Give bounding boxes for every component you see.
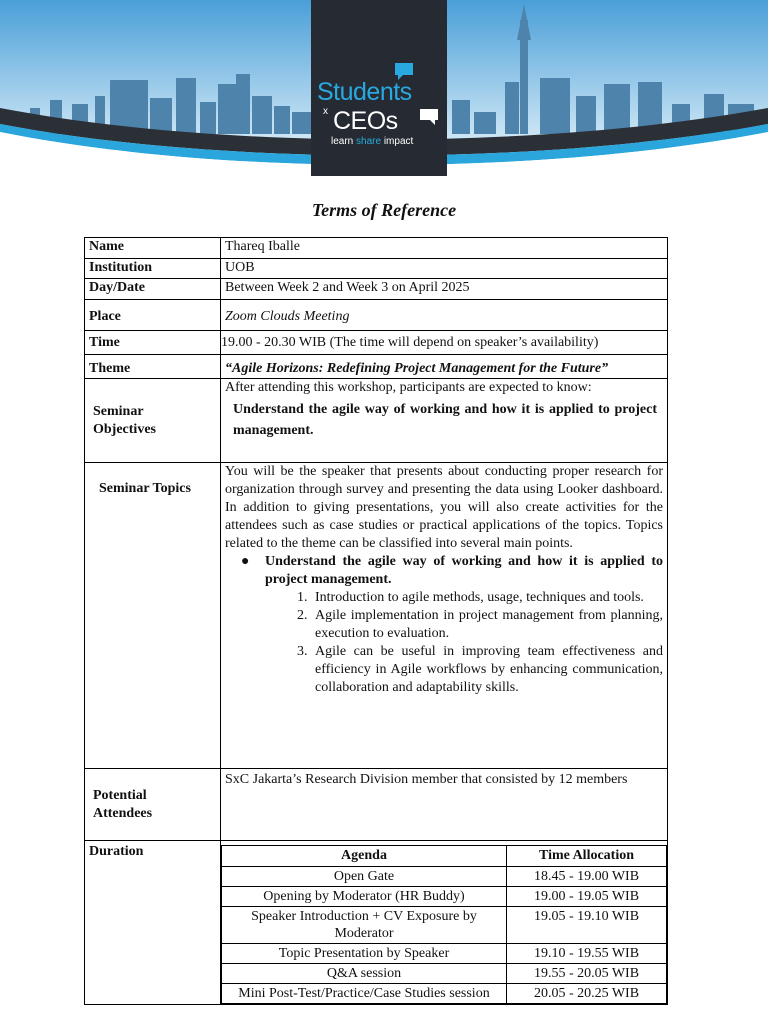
- value-institution: UOB: [221, 259, 668, 279]
- table-row: [222, 887, 667, 907]
- topics-sublist: [225, 589, 663, 697]
- value-place: Zoom Clouds Meeting: [221, 300, 668, 331]
- value-objectives: [221, 379, 668, 463]
- label-objectives-line2: Objectives: [93, 421, 156, 437]
- document-title: Terms of Reference: [311, 200, 457, 220]
- label-attendees-line1: Potential: [93, 787, 147, 803]
- label-duration: Duration: [85, 841, 221, 1005]
- value-daydate: Between Week 2 and Week 3 on April 2025: [221, 279, 668, 300]
- value-name: Thareq Iballe: [221, 238, 668, 259]
- agenda-time: 19.05 - 19.10 WIB: [507, 907, 667, 944]
- table-row: [222, 944, 667, 964]
- topics-intro: You will be the speaker that presents about conducting proper research for organization through survey and presenting the data using Looker dashboard. In addition to giving presentations, you will also create activities for the attendees such as case studies or practical applications of the topics. Topics related to the theme can be classified into several main points.: [225, 464, 663, 551]
- label-topics: Seminar Topics: [85, 463, 221, 769]
- value-theme: “Agile Horizons: Redefining Project Management for the Future”: [221, 355, 668, 379]
- header-banner: [0, 0, 768, 180]
- agenda-header-time: Time Allocation: [507, 846, 667, 867]
- objectives-intro: After attending this workshop, participants are expected to know:: [225, 380, 592, 395]
- table-row: [222, 984, 667, 1004]
- label-time: Time: [85, 331, 221, 355]
- value-topics: [221, 463, 668, 769]
- agenda-item: Speaker Introduction + CV Exposure by Moderator: [222, 907, 507, 944]
- list-item: 1. Introduction to agile methods, usage, techniques and tools.: [311, 589, 663, 607]
- agenda-header-agenda: Agenda: [222, 846, 507, 867]
- table-row: [222, 907, 667, 944]
- label-objectives-line1: Seminar: [93, 403, 144, 419]
- agenda-time: 18.45 - 19.00 WIB: [507, 867, 667, 887]
- label-place: Place: [85, 300, 221, 331]
- table-row: [222, 867, 667, 887]
- brand-ceos: CEOs: [333, 107, 398, 135]
- agenda-item: Open Gate: [222, 867, 507, 887]
- list-item: 2. Agile implementation in project management from planning, execution to evaluation.: [311, 607, 663, 643]
- label-objectives: [85, 379, 221, 463]
- brand-x: x: [323, 106, 328, 117]
- table-row-institution: [85, 259, 668, 279]
- table-row-duration: [85, 841, 668, 1005]
- tagline-share: share: [356, 136, 382, 147]
- label-daydate: Day/Date: [85, 279, 221, 300]
- agenda-item: Mini Post-Test/Practice/Case Studies session: [222, 984, 507, 1004]
- bullet-dot-icon: ●: [241, 554, 250, 569]
- value-attendees: SxC Jakarta’s Research Division member that consisted by 12 members: [221, 769, 668, 841]
- brand-students: Students: [317, 78, 412, 106]
- value-duration: [221, 841, 668, 1005]
- table-row-attendees: [85, 769, 668, 841]
- table-row-name: [85, 238, 668, 259]
- label-attendees: [85, 769, 221, 841]
- tagline-impact: impact: [383, 136, 414, 147]
- agenda-item: Q&A session: [222, 964, 507, 984]
- agenda-time: 19.10 - 19.55 WIB: [507, 944, 667, 964]
- topics-bullet: [241, 553, 663, 589]
- label-institution: Institution: [85, 259, 221, 279]
- table-row-time: [85, 331, 668, 355]
- chat-bubble-icon-white: [419, 108, 439, 128]
- agenda-header-row: [222, 846, 667, 867]
- agenda-item: Topic Presentation by Speaker: [222, 944, 507, 964]
- brand-tagline: [331, 136, 413, 147]
- agenda-item: Opening by Moderator (HR Buddy): [222, 887, 507, 907]
- label-name: Name: [85, 238, 221, 259]
- list-item: 3. Agile can be useful in improving team effectiveness and efficiency in Agile workflows by enhancing communication, collaboration and adaptability skills.: [311, 643, 663, 697]
- agenda-time: 19.55 - 20.05 WIB: [507, 964, 667, 984]
- agenda-time: 19.00 - 19.05 WIB: [507, 887, 667, 907]
- table-row-theme: [85, 355, 668, 379]
- table-row: [222, 964, 667, 984]
- tagline-learn: learn: [331, 136, 354, 147]
- agenda-time: 20.05 - 20.25 WIB: [507, 984, 667, 1004]
- table-row-objectives: [85, 379, 668, 463]
- topics-bullet-text: Understand the agile way of working and how it is applied to project management.: [265, 554, 663, 587]
- label-theme: Theme: [85, 355, 221, 379]
- terms-table: [84, 237, 668, 1005]
- label-attendees-line2: Attendees: [93, 805, 153, 821]
- agenda-table: [221, 845, 667, 1004]
- objectives-bold: Understand the agile way of working and how it is applied to project management.: [233, 402, 657, 438]
- brand-logo: [311, 0, 447, 176]
- table-row-daydate: [85, 279, 668, 300]
- table-row-place: [85, 300, 668, 331]
- table-row-topics: [85, 463, 668, 769]
- value-time: 19.00 - 20.30 WIB (The time will depend on speaker’s availability): [221, 331, 668, 355]
